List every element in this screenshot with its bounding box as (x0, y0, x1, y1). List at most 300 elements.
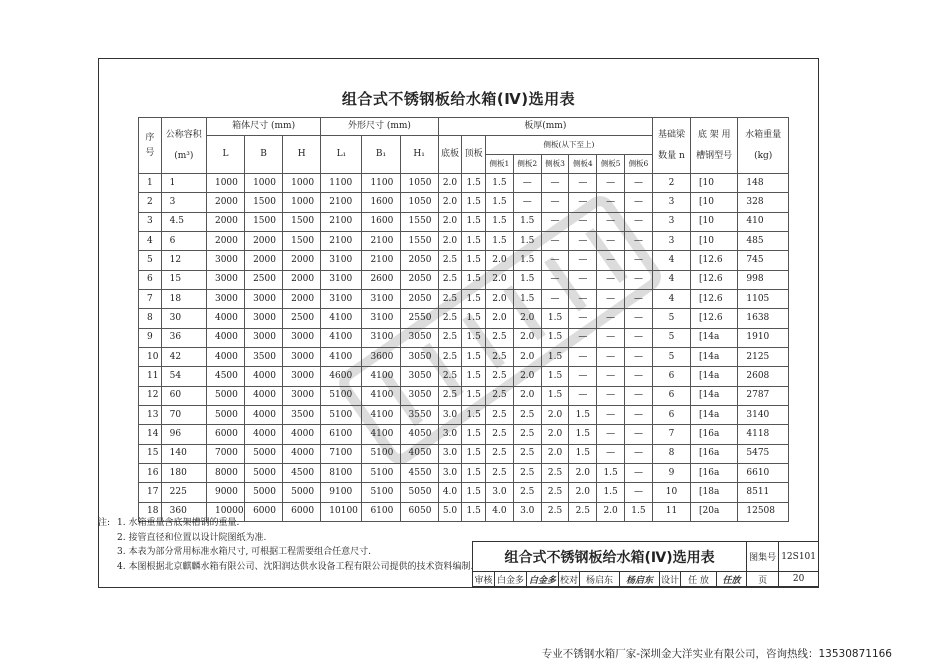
table-cell: [10 (691, 193, 738, 212)
table-row (139, 386, 789, 405)
table-cell: 2.5 (486, 444, 514, 463)
header-thickness: 板厚(mm) (438, 118, 652, 136)
table-cell: 3000 (206, 251, 244, 270)
table-cell: [14a (691, 347, 738, 366)
table-cell: 1100 (321, 174, 362, 193)
table-cell: — (625, 328, 653, 347)
table-cell: — (569, 347, 597, 366)
table-cell: 60 (161, 386, 206, 405)
table-cell: — (541, 174, 569, 193)
table-cell: [18a (691, 483, 738, 502)
table-cell: 4000 (206, 309, 244, 328)
table-cell: 11 (652, 502, 690, 521)
table-cell: 1.5 (462, 328, 486, 347)
table-cell: 2050 (400, 270, 438, 289)
table-cell: 3500 (245, 347, 283, 366)
table-cell: 1.5 (541, 309, 569, 328)
header-side-group: 侧板(从下至上) (486, 136, 653, 155)
table-cell: 2.0 (486, 289, 514, 308)
design-label: 设计 (660, 572, 681, 587)
table-cell: — (625, 463, 653, 482)
table-cell: 2.5 (513, 483, 541, 502)
table-cell: 5000 (245, 483, 283, 502)
table-cell: 1.5 (625, 502, 653, 521)
table-cell: 2.5 (486, 328, 514, 347)
header-side5: 侧板5 (597, 155, 625, 174)
table-cell: 54 (161, 367, 206, 386)
table-cell: 1.5 (486, 193, 514, 212)
table-cell: — (625, 483, 653, 502)
header-body-dims: 箱体尺寸 (mm) (206, 118, 320, 136)
table-cell: 2000 (245, 231, 283, 250)
table-cell: 4500 (206, 367, 244, 386)
table-cell: 5.0 (438, 502, 462, 521)
table-cell: 4000 (206, 328, 244, 347)
note-item: 4. 本图根据北京麒麟水箱有限公司、沈阳润达供水设备工程有限公司提供的技术资料编制. (117, 561, 474, 572)
table-cell: 36 (161, 328, 206, 347)
table-cell: 148 (738, 174, 789, 193)
table-cell: 2.0 (486, 270, 514, 289)
header-L1: L₁ (321, 136, 362, 174)
table-cell: — (569, 174, 597, 193)
table-cell: 2.0 (541, 405, 569, 424)
review-label: 审核 (473, 572, 495, 587)
table-cell: — (625, 347, 653, 366)
table-cell: 1.5 (462, 309, 486, 328)
table-cell: 9000 (206, 483, 244, 502)
table-cell: 1.5 (462, 405, 486, 424)
table-cell: 3.0 (486, 483, 514, 502)
table-cell: 1050 (400, 174, 438, 193)
table-cell: 2.5 (513, 444, 541, 463)
table-cell: 2.5 (513, 463, 541, 482)
atlas-label: 图集号 (747, 542, 779, 572)
table-cell: 12508 (738, 502, 789, 521)
table-cell: 1.5 (541, 386, 569, 405)
table-cell: 745 (738, 251, 789, 270)
table-cell: 5100 (362, 444, 400, 463)
table-cell: — (597, 405, 625, 424)
note-item: 3. 本表为部分常用标准水箱尺寸, 可根据工程需要组合任意尺寸. (117, 547, 372, 557)
table-cell: 3 (652, 193, 690, 212)
table-cell: 2.5 (486, 367, 514, 386)
table-cell: 1600 (362, 212, 400, 231)
title-block-title: 组合式不锈钢板给水箱(Ⅳ)选用表 (473, 542, 747, 572)
table-cell: 2125 (738, 347, 789, 366)
page-title: 组合式不锈钢板给水箱(Ⅳ)选用表 (341, 90, 576, 108)
table-cell: 2.5 (541, 483, 569, 502)
table-cell: 1.5 (597, 483, 625, 502)
header-beams: 基础梁 数量 n (652, 118, 690, 174)
table-cell: 2.0 (438, 193, 462, 212)
table-cell: 4 (652, 289, 690, 308)
table-cell: 1.5 (462, 347, 486, 366)
table-cell: 1.5 (513, 289, 541, 308)
table-cell: 2.5 (486, 347, 514, 366)
table-cell: 1 (139, 174, 162, 193)
table-cell: 3000 (283, 328, 321, 347)
table-cell: 3.0 (438, 405, 462, 424)
table-cell: 96 (161, 425, 206, 444)
table-cell: 3000 (283, 367, 321, 386)
table-cell: [10 (691, 212, 738, 231)
table-row (139, 289, 789, 308)
table-cell: 2.5 (513, 405, 541, 424)
note-item: 2. 接管直径和位置以设计院图纸为准. (117, 532, 267, 543)
table-cell: 2000 (206, 231, 244, 250)
checker-signature: 杨启东 (620, 572, 660, 587)
table-cell: 4100 (362, 405, 400, 424)
table-cell: — (513, 193, 541, 212)
table-cell: — (541, 212, 569, 231)
table-cell: 2.5 (438, 328, 462, 347)
table-cell: 4000 (283, 444, 321, 463)
table-cell: 328 (738, 193, 789, 212)
table-cell: — (541, 251, 569, 270)
table-cell: — (569, 270, 597, 289)
table-cell: 4 (652, 270, 690, 289)
table-cell: 1.5 (462, 444, 486, 463)
table-cell: 1550 (400, 231, 438, 250)
table-cell: — (541, 270, 569, 289)
table-cell: 2100 (321, 231, 362, 250)
table-cell: 2.0 (513, 367, 541, 386)
table-cell: 2000 (245, 251, 283, 270)
table-cell: — (569, 367, 597, 386)
table-cell: 1050 (400, 193, 438, 212)
table-row (139, 367, 789, 386)
table-cell: 2500 (283, 309, 321, 328)
table-cell: 1.5 (541, 367, 569, 386)
table-cell: — (625, 367, 653, 386)
table-cell: 12 (139, 386, 162, 405)
table-cell: 4050 (400, 444, 438, 463)
table-cell: — (597, 289, 625, 308)
table-cell: 7 (139, 289, 162, 308)
table-cell: 2 (652, 174, 690, 193)
table-cell: — (597, 444, 625, 463)
header-weight: 水箱重量 (kg) (738, 118, 789, 174)
table-cell: 5050 (400, 483, 438, 502)
table-cell: — (597, 347, 625, 366)
table-cell: — (625, 425, 653, 444)
table-cell: 10 (139, 347, 162, 366)
table-cell: 5 (652, 309, 690, 328)
table-cell: 2100 (321, 193, 362, 212)
table-cell: 2.5 (513, 425, 541, 444)
table-cell: [14a (691, 386, 738, 405)
table-cell: [14a (691, 405, 738, 424)
table-cell: 8 (652, 444, 690, 463)
table-cell: 1500 (283, 212, 321, 231)
table-cell: 1.5 (462, 367, 486, 386)
table-cell: 6000 (206, 425, 244, 444)
table-row (139, 193, 789, 212)
table-cell: 1.5 (486, 212, 514, 231)
table-cell: 15 (139, 444, 162, 463)
table-cell: 10100 (321, 502, 362, 521)
table-cell: 140 (161, 444, 206, 463)
table-cell: 5000 (283, 483, 321, 502)
table-cell: 9 (139, 328, 162, 347)
table-cell: 3000 (245, 328, 283, 347)
footer-banner: 专业不锈钢水箱厂家-深圳金大洋实业有限公司，咨询热线：13530871166 (541, 648, 892, 660)
table-cell: 3000 (283, 347, 321, 366)
table-cell: 2.5 (486, 405, 514, 424)
table-cell: 1910 (738, 328, 789, 347)
table-row (139, 270, 789, 289)
header-side6: 侧板6 (625, 155, 653, 174)
table-cell: 225 (161, 483, 206, 502)
header-side1: 侧板1 (486, 155, 514, 174)
table-cell: 5100 (362, 463, 400, 482)
table-cell: [14a (691, 367, 738, 386)
table-cell: 2.0 (438, 231, 462, 250)
table-cell: 1.5 (486, 231, 514, 250)
table-cell: 1000 (206, 174, 244, 193)
table-cell: 2.5 (438, 347, 462, 366)
header-side4: 侧板4 (569, 155, 597, 174)
table-cell: 5000 (206, 405, 244, 424)
checker-name: 杨启东 (580, 572, 620, 587)
table-cell: 17 (139, 483, 162, 502)
table-cell: — (569, 328, 597, 347)
header-H: H (283, 136, 321, 174)
table-cell: — (541, 193, 569, 212)
table-cell: — (597, 309, 625, 328)
table-cell: [16a (691, 425, 738, 444)
table-cell: 8000 (206, 463, 244, 482)
table-cell: 4 (139, 231, 162, 250)
table-cell: 3.0 (438, 444, 462, 463)
table-row (139, 309, 789, 328)
table-cell: 6 (139, 270, 162, 289)
table-cell: 2.5 (438, 289, 462, 308)
table-cell: 6 (652, 405, 690, 424)
table-cell: 5475 (738, 444, 789, 463)
table-cell: 1100 (362, 174, 400, 193)
table-cell: — (513, 174, 541, 193)
table-cell: 1.5 (486, 174, 514, 193)
table-cell: — (597, 193, 625, 212)
table-cell: 1.5 (569, 444, 597, 463)
table-cell: 1500 (245, 212, 283, 231)
table-cell: — (625, 231, 653, 250)
table-cell: 4600 (321, 367, 362, 386)
table-cell: 3100 (362, 328, 400, 347)
table-cell: 4000 (245, 367, 283, 386)
table-row (139, 231, 789, 250)
table-cell: 2.0 (513, 328, 541, 347)
header-outer-dims: 外形尺寸 (mm) (321, 118, 438, 136)
table-cell: 2500 (245, 270, 283, 289)
table-cell: 5100 (362, 483, 400, 502)
reviewer-name: 白金多 (495, 572, 527, 587)
table-cell: 485 (738, 231, 789, 250)
note-item: 1. 水箱重量含底架槽钢的重量. (117, 518, 240, 528)
table-cell: 6000 (283, 502, 321, 521)
table-cell: 2000 (206, 193, 244, 212)
table-cell: 2.0 (513, 386, 541, 405)
table-cell: 3 (652, 212, 690, 231)
table-cell: 14 (139, 425, 162, 444)
table-cell: 1.5 (541, 328, 569, 347)
table-cell: 6100 (362, 502, 400, 521)
table-cell: — (625, 386, 653, 405)
table-cell: 2100 (362, 251, 400, 270)
table-cell: [12.6 (691, 270, 738, 289)
table-cell: 3 (652, 231, 690, 250)
table-cell: — (541, 231, 569, 250)
table-row (139, 212, 789, 231)
table-cell: — (569, 212, 597, 231)
table-cell: — (625, 212, 653, 231)
table-cell: 5 (652, 328, 690, 347)
check-label: 校对 (559, 572, 580, 587)
table-cell: 3000 (245, 309, 283, 328)
table-cell: 2 (139, 193, 162, 212)
table-cell: 4 (652, 251, 690, 270)
table-cell: — (597, 212, 625, 231)
table-cell: 2.0 (569, 483, 597, 502)
atlas-number: 12S101 (779, 542, 819, 572)
table-cell: — (597, 270, 625, 289)
table-cell: 4.0 (486, 502, 514, 521)
table-cell: 1.5 (513, 251, 541, 270)
table-cell: 4050 (400, 425, 438, 444)
table-cell: 1.5 (462, 502, 486, 521)
table-cell: — (625, 193, 653, 212)
table-cell: 11 (139, 367, 162, 386)
table-cell: [16a (691, 463, 738, 482)
table-cell: 2.0 (438, 212, 462, 231)
table-cell: — (569, 386, 597, 405)
table-cell: 1.5 (513, 212, 541, 231)
table-cell: 4118 (738, 425, 789, 444)
table-cell: — (597, 425, 625, 444)
table-cell: 3000 (283, 386, 321, 405)
title-block (472, 541, 819, 587)
header-frame-steel: 底 架 用 槽钢型号 (691, 118, 738, 174)
table-cell: 4000 (245, 425, 283, 444)
table-cell: 2.5 (438, 270, 462, 289)
notes-label: 注: (98, 518, 111, 528)
table-cell: 3100 (321, 251, 362, 270)
table-cell: 360 (161, 502, 206, 521)
header-seq: 序 号 (139, 118, 162, 174)
table-cell: 2.5 (486, 425, 514, 444)
table-cell: — (541, 289, 569, 308)
table-cell: [20a (691, 502, 738, 521)
table-cell: 1500 (245, 193, 283, 212)
table-cell: 4100 (362, 386, 400, 405)
table-cell: 2.5 (486, 386, 514, 405)
table-body (139, 174, 789, 522)
table-cell: 4500 (283, 463, 321, 482)
table-cell: 30 (161, 309, 206, 328)
table-cell: — (625, 289, 653, 308)
page-number: 20 (779, 572, 819, 587)
table-cell: 3100 (321, 270, 362, 289)
table-cell: 4000 (283, 425, 321, 444)
table-cell: 18 (139, 502, 162, 521)
table-cell: [16a (691, 444, 738, 463)
table-cell: 4550 (400, 463, 438, 482)
table-cell: — (625, 309, 653, 328)
header-bottom-plate: 底板 (438, 136, 462, 174)
table-cell: 10 (652, 483, 690, 502)
designer-name: 任 放 (681, 572, 717, 587)
table-row (139, 328, 789, 347)
table-cell: 3000 (206, 270, 244, 289)
table-row (139, 405, 789, 424)
table-cell: 7000 (206, 444, 244, 463)
table-row (139, 251, 789, 270)
table-cell: 2.0 (513, 309, 541, 328)
header-H1: H₁ (400, 136, 438, 174)
table-cell: 5000 (245, 444, 283, 463)
table-cell: 3500 (283, 405, 321, 424)
page-label: 页 (747, 572, 779, 587)
header-B: B (245, 136, 283, 174)
table-cell: 3 (139, 212, 162, 231)
table-cell: 3100 (321, 289, 362, 308)
table-row (139, 174, 789, 193)
table-cell: 2.0 (597, 502, 625, 521)
table-cell: — (569, 289, 597, 308)
table-cell: 1550 (400, 212, 438, 231)
table-cell: — (569, 251, 597, 270)
table-cell: 6 (652, 386, 690, 405)
table-cell: [12.6 (691, 289, 738, 308)
table-cell: — (597, 231, 625, 250)
table-cell: — (625, 270, 653, 289)
table-cell: [10 (691, 174, 738, 193)
table-cell: 6050 (400, 502, 438, 521)
table-cell: 4.5 (161, 212, 206, 231)
table-cell: — (597, 251, 625, 270)
table-cell: 2.5 (486, 463, 514, 482)
table-cell: 5000 (206, 386, 244, 405)
table-cell: 6 (161, 231, 206, 250)
table-cell: — (625, 405, 653, 424)
table-cell: 1.5 (569, 425, 597, 444)
table-cell: 3050 (400, 328, 438, 347)
header-top-plate: 顶板 (462, 136, 486, 174)
table-cell: — (597, 386, 625, 405)
table-cell: 4100 (321, 309, 362, 328)
table-cell: [12.6 (691, 309, 738, 328)
table-cell: 2787 (738, 386, 789, 405)
table-cell: 1105 (738, 289, 789, 308)
header-side3: 侧板3 (541, 155, 569, 174)
table-cell: 5100 (321, 386, 362, 405)
table-cell: 1600 (362, 193, 400, 212)
table-cell: 1.5 (462, 212, 486, 231)
table-cell: 12 (161, 251, 206, 270)
table-cell: — (569, 231, 597, 250)
table-cell: 1.5 (462, 463, 486, 482)
table-cell: — (569, 193, 597, 212)
table-cell: 1.5 (462, 174, 486, 193)
table-cell: 1.5 (597, 463, 625, 482)
table-cell: 9 (652, 463, 690, 482)
table-cell: 1000 (245, 174, 283, 193)
table-cell: — (625, 444, 653, 463)
table-cell: 7100 (321, 444, 362, 463)
header-L: L (206, 136, 244, 174)
table-cell: 3100 (362, 309, 400, 328)
